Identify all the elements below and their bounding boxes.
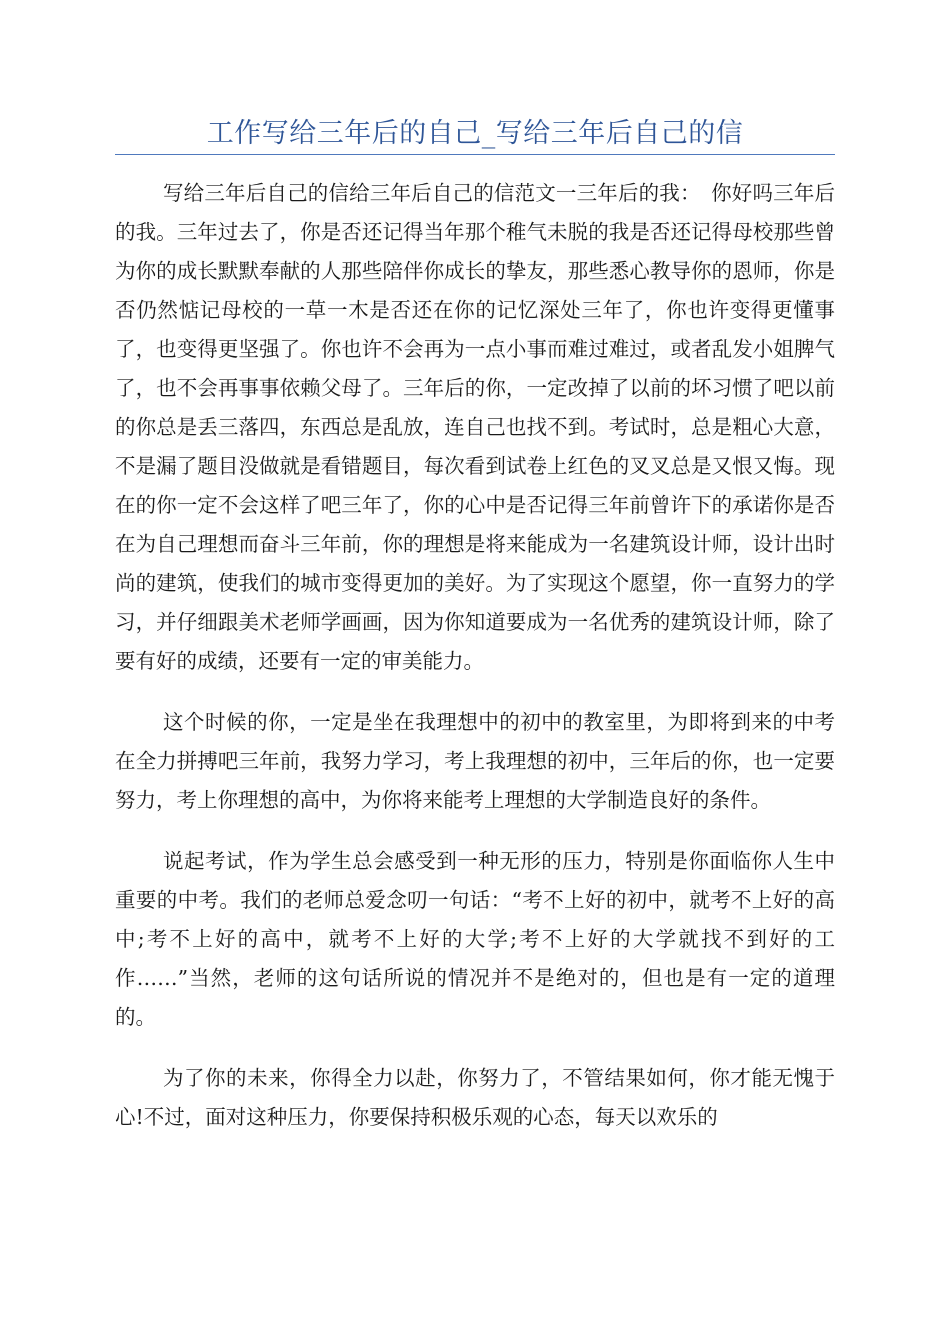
title-underline (115, 154, 835, 155)
paragraph: 说起考试，作为学生总会感受到一种无形的压力，特别是你面临你人生中重要的中考。我们的老师总爱念叨一句话：“考不上好的初中，就考不上好的高中;考不上好的高中，就考不上好的大学;考不上好的大学就找不到好的工作……”当然，老师的这句话所说的情况并不是绝对的，但也是有一定的道理的。 (115, 849, 835, 1029)
document-title: 工作写给三年后的自己_写给三年后自己的信 (206, 118, 744, 149)
document-body (115, 174, 835, 1159)
paragraph: 写给三年后自己的信给三年后自己的信范文一三年后的我： 你好吗三年后的我。三年过去了，你是否还记得当年那个稚气未脱的我是否还记得母校那些曾为你的成长默默奉献的人那些陪伴你成长的挚友，那些悉心教导你的恩师，你是否仍然惦记母校的一草一木是否还在你的记忆深处三年了，你也许变得更懂事了，也变得更坚强了。你也许不会再为一点小事而难过难过，或者乱发小姐脾气了，也不会再事事依赖父母了。三年后的你，一定改掉了以前的坏习惯了吧以前的你总是丢三落四，东西总是乱放，连自己也找不到。考试时，总是粗心大意，不是漏了题目没做就是看错题目，每次看到试卷上红色的叉叉总是又恨又悔。现在的你一定不会这样了吧三年了，你的心中是否记得三年前曾许下的承诺你是否在为自己理想而奋斗三年前，你的理想是将来能成为一名建筑设计师，设计出时尚的建筑，使我们的城市变得更加的美好。为了实现这个愿望，你一直努力的学习，并仔细跟美术老师学画画，因为你知道要成为一名优秀的建筑设计师，除了要有好的成绩，还要有一定的审美能力。 (115, 181, 835, 673)
paragraph: 这个时候的你，一定是坐在我理想中的初中的教室里，为即将到来的中考在全力拼搏吧三年前，我努力学习，考上我理想的初中，三年后的你，也一定要努力，考上你理想的高中，为你将来能考上理想的大学制造良好的条件。 (115, 710, 835, 812)
paragraph: 为了你的未来，你得全力以赴，你努力了，不管结果如何，你才能无愧于心!不过，面对这种压力，你要保持积极乐观的心态，每天以欢乐的 (115, 1066, 835, 1129)
